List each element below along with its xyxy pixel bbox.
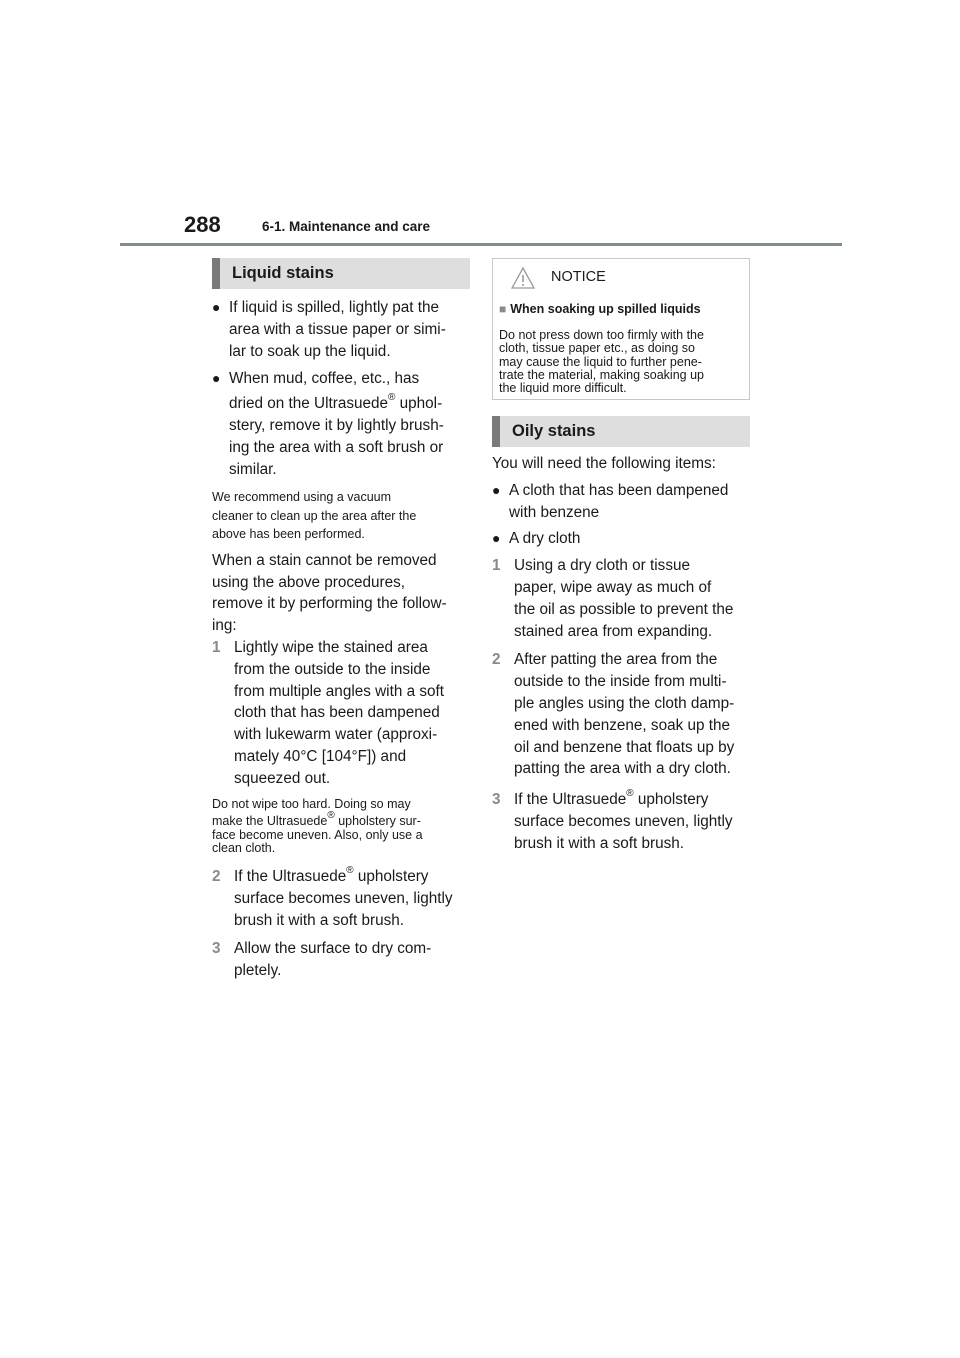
liquid-stains-heading: Liquid stains: [212, 258, 470, 289]
text-line: If liquid is spilled, lightly pat the: [229, 299, 440, 316]
step-3: 3 If the Ultrasuede® upholstery surface becomes uneven, lightly brush it with a soft brush.: [492, 789, 750, 854]
step-number: 2: [212, 868, 221, 886]
bullet-icon: ●: [212, 370, 221, 387]
step-number: 3: [212, 940, 221, 958]
intro-paragraph: When a stain cannot be removed using the above procedures, remove it by performing the follow- ing:: [212, 551, 447, 635]
bullet-item: ● A cloth that has been dampened with benzene: [492, 480, 750, 524]
square-icon: ■: [499, 302, 507, 316]
notice-header: [511, 265, 741, 291]
bullet-icon: ●: [492, 530, 501, 547]
step-1: 1 Using a dry cloth or tissue paper, wipe away as much of the oil as possible to prevent the stained area from expanding.: [492, 555, 750, 642]
step-number: 1: [492, 557, 501, 575]
step-number: 2: [492, 651, 501, 669]
oily-stains-heading: Oily stains: [492, 416, 750, 447]
note-vacuum: We recommend using a vacuum cleaner to clean up the area after the above has been performed.: [212, 490, 417, 542]
text-line: similar.: [229, 460, 277, 478]
header-rule: [120, 243, 842, 246]
notice-subtitle: ■ When soaking up spilled liquids: [499, 299, 741, 321]
registered-mark: ®: [388, 392, 396, 404]
text-line: area with a tissue paper or simi-: [229, 320, 446, 338]
note-wipe: Do not wipe too hard. Doing so may make the Ultrasuede® upholstery sur- face become uneven. Also, only use a clean cloth.: [212, 796, 423, 856]
step-2: 2 If the Ultrasuede® upholstery surface becomes uneven, lightly brush it with a soft brush.: [212, 866, 470, 931]
section-title: 6-1. Maintenance and care: [262, 219, 431, 234]
text-line: stery, remove it by lightly brush-: [229, 416, 444, 434]
text-line: When mud, coffee, etc., has: [229, 370, 420, 388]
right-column: [492, 258, 750, 855]
bullet-icon: ●: [492, 481, 501, 498]
bullet-item: ● A dry cloth: [492, 528, 750, 550]
text-line: lar to soak up the liquid.: [229, 342, 391, 360]
left-column: [212, 258, 470, 982]
registered-mark: ®: [626, 788, 634, 800]
warning-icon: [511, 267, 535, 289]
bullet-item: [212, 297, 470, 362]
page-number: 288: [184, 212, 221, 237]
text-line: dried on the Ultrasuede® uphol-: [229, 392, 443, 413]
intro-paragraph: You will need the following items:: [492, 455, 716, 472]
bullet-item: [212, 368, 470, 480]
bullet-icon: ●: [212, 299, 221, 315]
step-number: 1: [212, 639, 221, 657]
notice-box: [492, 258, 750, 400]
step-number: 3: [492, 791, 501, 809]
registered-mark: ®: [327, 810, 335, 822]
step-2: 2 After patting the area from the outside to the inside from multi- ple angles using the cloth damp- ened with benzene, soak up the oil and benzene that floats up by patting the area with a dry cloth.: [492, 649, 750, 780]
notice-text: Do not press down too firmly with the cloth, tissue paper etc., as doing so may cause the liquid to further pene- trate the material, making soaking up the liquid more difficult.: [499, 327, 704, 396]
registered-mark: ®: [346, 864, 354, 876]
text-line: ing the area with a soft brush or: [229, 438, 444, 456]
step-1: 1 Lightly wipe the stained area from the outside to the inside from multiple angles with a soft cloth that has been dampened with lukewarm water (approxi- mately 40°C [104°F]) and squeezed out.: [212, 637, 470, 790]
notice-title: NOTICE: [551, 269, 606, 286]
step-3: 3 Allow the surface to dry com- pletely.: [212, 938, 470, 982]
